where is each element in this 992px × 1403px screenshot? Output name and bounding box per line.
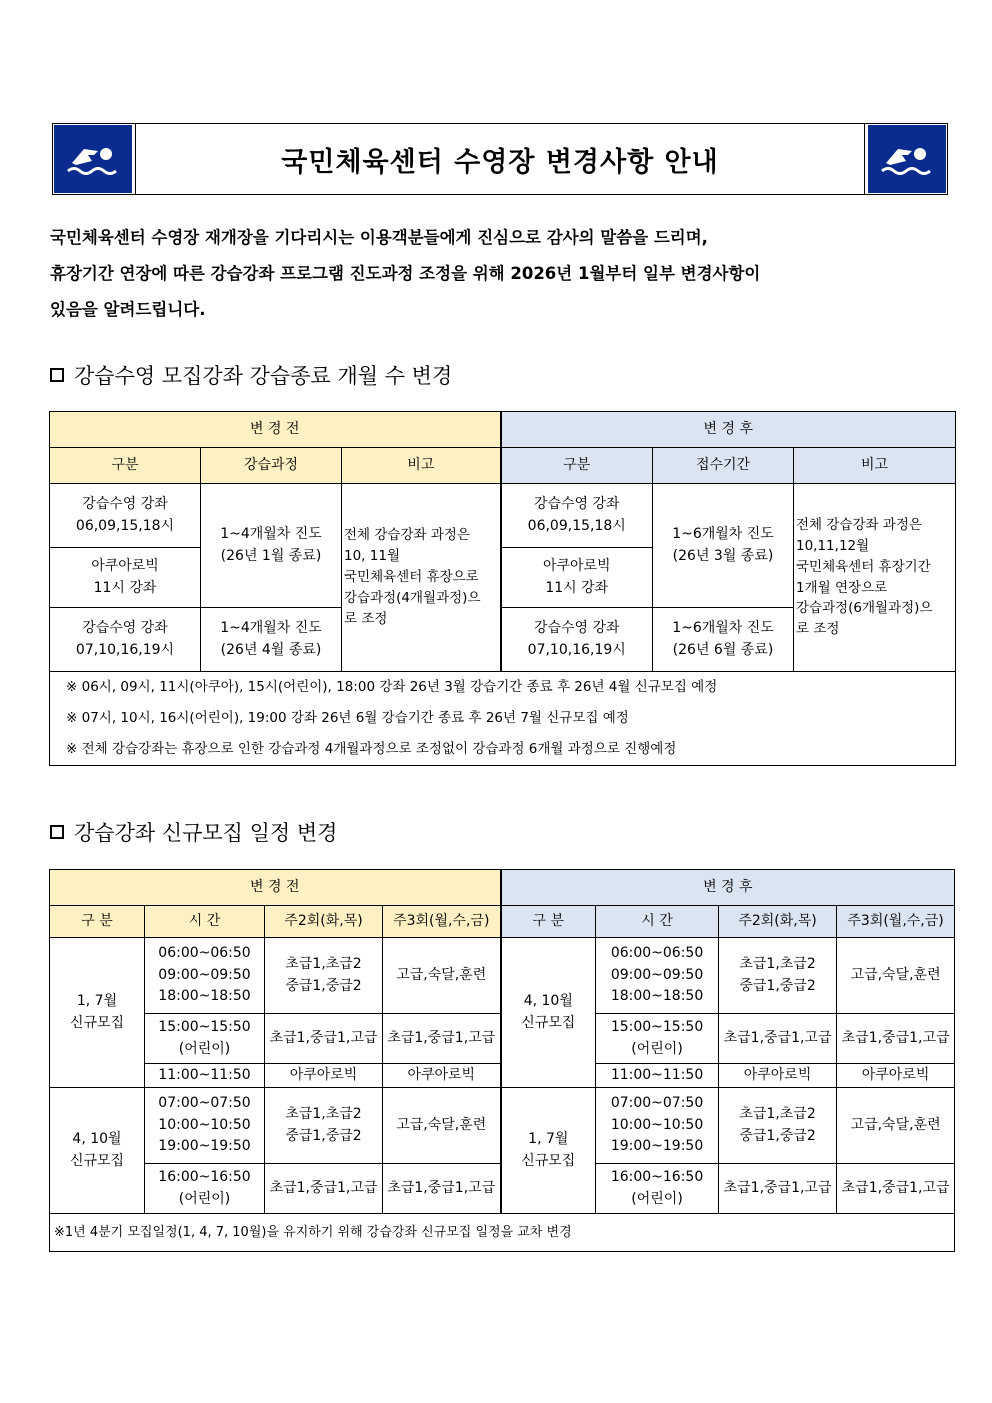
col-header: 주3회(월,수,금) (837, 906, 955, 938)
cell-line: 신규모집 (69, 1014, 125, 1031)
cell-line: 중급1,중급2 (285, 1127, 362, 1144)
checkbox-icon (50, 368, 64, 382)
table-cell (501, 608, 653, 672)
table-cell (50, 608, 201, 672)
cell-line: 신규모집 (521, 1152, 576, 1169)
cell-line: 07,10,16,19시 (527, 641, 626, 658)
cell-line: 10:00~10:50 (610, 1116, 704, 1133)
table-cell: 초급1,중급1,고급 (265, 1164, 383, 1214)
table-cell: 초급1,중급1,고급 (265, 1014, 383, 1064)
table-cell: 초급1,중급1,고급 (837, 1014, 955, 1064)
table-cell (719, 938, 837, 1014)
group-cell (501, 1088, 596, 1214)
cell-line: 전체 강습강좌 과정은 (796, 516, 922, 533)
cell-line: 11시 강좌 (93, 579, 157, 596)
table-cell: 아쿠아로빅 (383, 1064, 501, 1088)
cell-line: (어린이) (631, 1190, 683, 1207)
table-cell (50, 484, 201, 548)
course-duration-table (49, 411, 956, 766)
cell-line: 아쿠아로빅 (91, 557, 159, 574)
cell-line: 11시 강좌 (545, 579, 609, 596)
note-line: ※ 전체 강습강좌는 휴장으로 인한 강습과정 4개월과정으로 조정없이 강습과정 6개월 과정으로 진행예정 (66, 741, 677, 757)
cell-line: 1~4개월차 진도 (220, 525, 322, 542)
table-cell: 아쿠아로빅 (837, 1064, 955, 1088)
col-header: 시 간 (145, 906, 265, 938)
cell-line: 07:00~07:50 (158, 1094, 251, 1111)
cell-line: 초급1,초급2 (285, 955, 362, 972)
cell-line: 아쿠아로빅 (542, 557, 611, 574)
table-notes (50, 672, 956, 766)
time-cell (596, 1088, 719, 1164)
cell-line: 전체 강습강좌 과정은 (344, 527, 470, 544)
cell-line: 강습과정(6개월과정)으 (796, 600, 933, 617)
swimmer-icon (54, 125, 132, 193)
col-header: 주2회(화,목) (265, 906, 383, 938)
cell-line: (26년 3월 종료) (672, 547, 774, 564)
cell-line: 10, 11월 (344, 548, 400, 565)
before-header: 변 경 전 (50, 870, 501, 906)
time-cell (596, 1164, 719, 1214)
cell-line: 신규모집 (69, 1152, 125, 1169)
cell-line: (어린이) (178, 1040, 231, 1057)
table-cell: 초급1,중급1,고급 (719, 1164, 837, 1214)
time-cell (596, 1014, 719, 1064)
time-cell (145, 938, 265, 1014)
cell-line: 1개월 연장으로 (796, 579, 888, 596)
cell-line: 15:00~15:50 (610, 1018, 704, 1035)
table-cell (50, 548, 201, 608)
before-header: 변 경 전 (50, 412, 501, 448)
table-cell (653, 608, 794, 672)
table-cell (265, 938, 383, 1014)
after-header: 변 경 후 (501, 412, 956, 448)
cell-line: (26년 1월 종료) (220, 547, 322, 564)
cell-line: 07,10,16,19시 (75, 641, 175, 658)
cell-line: 1~4개월차 진도 (220, 619, 322, 636)
table-cell: 아쿠아로빅 (719, 1064, 837, 1088)
table-cell: 고급,숙달,훈련 (383, 938, 501, 1014)
checkbox-icon (50, 825, 64, 839)
col-header: 주3회(월,수,금) (383, 906, 501, 938)
table-cell: 아쿠아로빅 (265, 1064, 383, 1088)
recruitment-schedule-table (49, 869, 955, 1252)
col-header: 강습과정 (201, 448, 342, 484)
table-cell (719, 1088, 837, 1164)
table-cell: 고급,숙달,훈련 (383, 1088, 501, 1164)
cell-line: 4, 10월 (523, 992, 573, 1009)
cell-line: 강습수영 강좌 (533, 619, 620, 636)
cell-line: 초급1,초급2 (285, 1105, 362, 1122)
table-cell: 초급1,중급1,고급 (837, 1164, 955, 1214)
cell-line: 06,09,15,18시 (75, 517, 175, 534)
intro-line: 국민체육센터 수영장 재개장을 기다리시는 이용객분들에게 진심으로 감사의 말씀을 드리며, (50, 228, 708, 247)
time-cell: 11:00~11:50 (145, 1064, 265, 1088)
cell-line: 1, 7월 (528, 1130, 569, 1147)
cell-line: 국민체육센터 휴장기간 (796, 558, 931, 575)
cell-line: 강습수영 강좌 (82, 619, 168, 636)
col-header: 비고 (794, 448, 956, 484)
table-cell (794, 484, 956, 672)
intro-paragraph (50, 220, 950, 328)
cell-line: 중급1,중급2 (739, 977, 816, 994)
cell-line: 16:00~16:50 (158, 1168, 251, 1185)
group-cell (50, 938, 145, 1088)
time-cell: 11:00~11:50 (596, 1064, 719, 1088)
table-cell (201, 484, 342, 608)
cell-line: 중급1,중급2 (739, 1127, 816, 1144)
intro-line: 있음을 알려드립니다. (50, 300, 206, 319)
cell-line: 강습수영 강좌 (533, 495, 620, 512)
time-cell (596, 938, 719, 1014)
title-banner (52, 123, 948, 195)
table-cell (342, 484, 501, 672)
col-header: 비고 (342, 448, 501, 484)
note-line: ※ 07시, 10시, 16시(어린이), 19:00 강좌 26년 6월 강습기간 종료 후 26년 7월 신규모집 예정 (66, 710, 629, 726)
swimmer-icon (868, 125, 946, 193)
group-cell (501, 938, 596, 1088)
cell-line: 신규모집 (521, 1014, 576, 1031)
section2-heading (50, 817, 337, 847)
cell-line: 18:00~18:50 (610, 988, 704, 1005)
col-header: 구분 (50, 448, 201, 484)
col-header: 시 간 (596, 906, 719, 938)
col-header: 접수기간 (653, 448, 794, 484)
intro-line: 휴장기간 연장에 따른 강습강좌 프로그램 진도과정 조정을 위해 2026년 1월부터 일부 변경사항이 (50, 264, 761, 283)
time-cell (145, 1088, 265, 1164)
cell-line: 07:00~07:50 (610, 1094, 704, 1111)
table-cell (501, 484, 653, 548)
cell-line: 4, 10월 (72, 1130, 122, 1147)
page-title: 국민체육센터 수영장 변경사항 안내 (135, 124, 865, 194)
cell-line: 1~6개월차 진도 (672, 525, 774, 542)
col-header: 구분 (501, 448, 653, 484)
cell-line: 중급1,중급2 (285, 977, 362, 994)
after-header: 변 경 후 (501, 870, 955, 906)
time-cell (145, 1164, 265, 1214)
cell-line: 강습과정(4개월과정)으 (344, 589, 481, 606)
cell-line: (어린이) (178, 1190, 231, 1207)
cell-line: 18:00~18:50 (158, 988, 251, 1005)
cell-line: 초급1,초급2 (739, 955, 816, 972)
note-line: ※ 06시, 09시, 11시(아쿠아), 15시(어린이), 18:00 강좌 26년 3월 강습기간 종료 후 26년 4월 신규모집 예정 (66, 679, 718, 695)
cell-line: 06,09,15,18시 (527, 517, 626, 534)
col-header: 구 분 (50, 906, 145, 938)
time-cell (145, 1014, 265, 1064)
section1-heading (50, 360, 452, 390)
cell-line: (어린이) (631, 1040, 683, 1057)
table-cell: 초급1,중급1,고급 (719, 1014, 837, 1064)
group-cell (50, 1088, 145, 1214)
cell-line: 국민체육센터 휴장으로 (344, 569, 479, 586)
section1-title: 강습수영 모집강좌 강습종료 개월 수 변경 (74, 364, 453, 388)
section2-title: 강습강좌 신규모집 일정 변경 (74, 821, 338, 845)
cell-line: 10:00~10:50 (158, 1116, 251, 1133)
table-note: ※1년 4분기 모집일정(1, 4, 7, 10월)을 유지하기 위해 강습강좌 신규모집 일정을 교차 변경 (50, 1214, 955, 1252)
cell-line: 강습수영 강좌 (82, 495, 168, 512)
cell-line: 초급1,초급2 (739, 1105, 816, 1122)
cell-line: 16:00~16:50 (610, 1168, 704, 1185)
table-cell (201, 608, 342, 672)
table-cell: 고급,숙달,훈련 (837, 1088, 955, 1164)
cell-line: 09:00~09:50 (610, 966, 704, 983)
col-header: 구 분 (501, 906, 596, 938)
cell-line: 19:00~19:50 (610, 1138, 704, 1155)
cell-line: 1, 7월 (76, 992, 118, 1009)
cell-line: 15:00~15:50 (158, 1018, 251, 1035)
col-header: 주2회(화,목) (719, 906, 837, 938)
cell-line: 06:00~06:50 (158, 944, 251, 961)
table-cell: 초급1,중급1,고급 (383, 1164, 501, 1214)
cell-line: 로 조정 (344, 610, 388, 627)
table-cell (265, 1088, 383, 1164)
table-cell (501, 548, 653, 608)
cell-line: 로 조정 (796, 621, 840, 638)
table-cell (653, 484, 794, 608)
cell-line: (26년 6월 종료) (672, 641, 774, 658)
cell-line: 09:00~09:50 (158, 966, 251, 983)
cell-line: 10,11,12월 (796, 537, 870, 554)
cell-line: 19:00~19:50 (158, 1138, 251, 1155)
table-cell: 고급,숙달,훈련 (837, 938, 955, 1014)
cell-line: 1~6개월차 진도 (672, 619, 774, 636)
cell-line: (26년 4월 종료) (220, 641, 322, 658)
table-cell: 초급1,중급1,고급 (383, 1014, 501, 1064)
cell-line: 06:00~06:50 (610, 944, 704, 961)
